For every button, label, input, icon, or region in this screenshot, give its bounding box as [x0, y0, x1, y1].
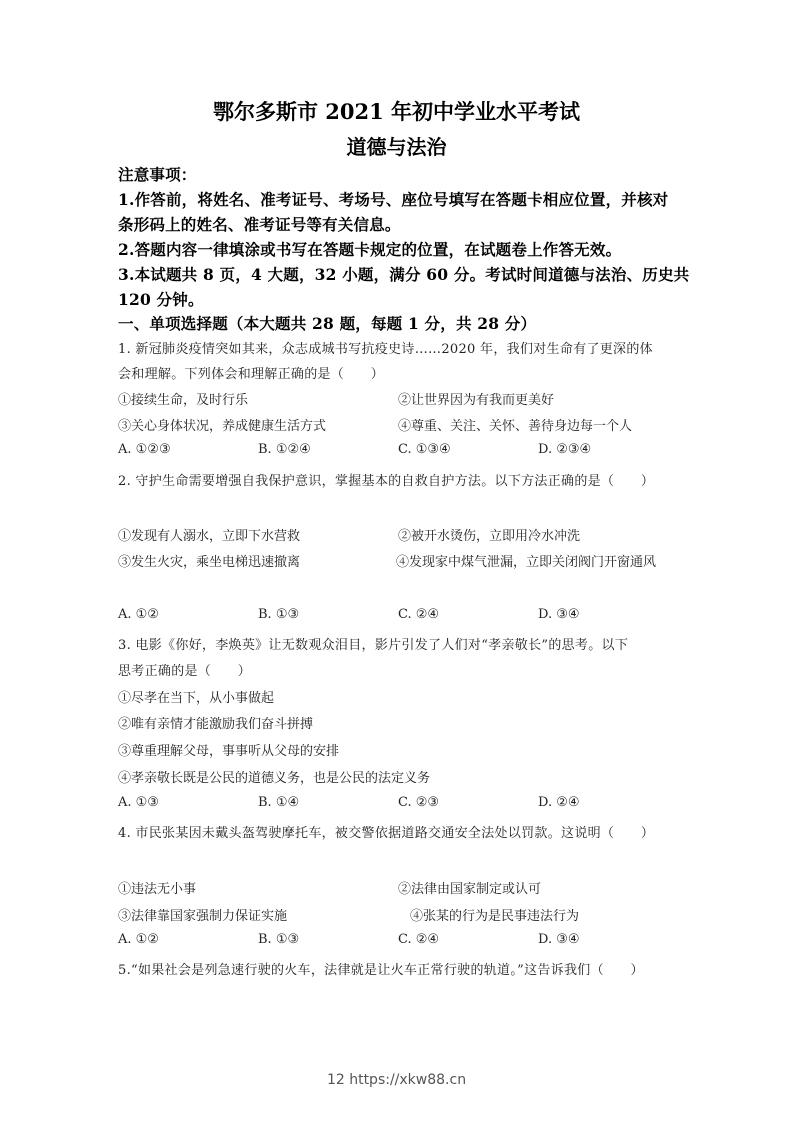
- page-footer: 12 https://xkw88.cn: [326, 1072, 467, 1088]
- statement: ①尽孝在当下，从小事做起: [118, 691, 275, 706]
- question-stem: 1. 新冠肺炎疫情突如其来，众志成城书写抗疫史诗……2020 年，我们对生命有了更深的体: [118, 342, 653, 357]
- choice-d: D. ③④: [538, 607, 580, 622]
- question-stem: 5.“如果社会是列急速行驶的火车，法律就是让火车正常行驶的轨道。”这告诉我们（ ）: [118, 963, 644, 978]
- choice-d: D. ②③④: [538, 442, 592, 457]
- statement: ②法律由国家制定或认可: [398, 882, 542, 897]
- statement: ④张某的行为是民事违法行为: [410, 909, 580, 924]
- statement: ②唯有亲情才能激励我们奋斗拼搏: [118, 717, 314, 732]
- statement: ③法律靠国家强制力保证实施: [118, 909, 288, 924]
- question-stem: 4. 市民张某因未戴头盔驾驶摩托车，被交警依据道路交通安全法处以罚款。这说明（ ）: [118, 826, 655, 841]
- statement: ①违法无小事: [118, 882, 197, 897]
- notice-item: 条形码上的姓名、准考证号等有关信息。: [118, 215, 401, 234]
- exam-title: 鄂尔多斯市 2021 年初中学业水平考试: [212, 99, 581, 124]
- notice-item: 1.作答前，将姓名、准考证号、考场号、座位号填写在答题卡相应位置，并核对: [118, 190, 669, 209]
- choice-c: C. ②④: [398, 932, 440, 947]
- question-stem: 会和理解。下列体会和理解正确的是（ ）: [118, 367, 385, 382]
- statement: ①接续生命，及时行乐: [118, 393, 249, 408]
- choice-a: A. ①②: [118, 932, 159, 947]
- statement: ③发生火灾，乘坐电梯迅速撤离: [118, 555, 301, 570]
- choice-a: A. ①②③: [118, 442, 171, 457]
- choice-a: A. ①②: [118, 607, 159, 622]
- question-stem: 3. 电影《你好，李焕英》让无数观众泪目，影片引发了人们对“孝亲敬长”的思考。以下: [118, 638, 629, 653]
- notice-item: 120 分钟。: [118, 290, 204, 309]
- statement: ①发现有人溺水，立即下水营救: [118, 529, 301, 544]
- choice-c: C. ②③: [398, 795, 440, 810]
- statement: ②让世界因为有我而更美好: [398, 393, 555, 408]
- choice-b: B. ①③: [258, 607, 300, 622]
- notice-heading: 注意事项：: [118, 165, 197, 184]
- choice-c: C. ②④: [398, 607, 440, 622]
- section-heading: 一、单项选择题（本大题共 28 题，每题 1 分，共 28 分）: [118, 314, 537, 333]
- choice-b: B. ①②④: [258, 442, 311, 457]
- notice-item: 2.答题内容一律填涂或书写在答题卡规定的位置，在试题卷上作答无效。: [118, 240, 622, 259]
- choice-b: B. ①③: [258, 932, 300, 947]
- statement: ④发现家中煤气泄漏，立即关闭阀门开窗通风: [396, 555, 657, 570]
- exam-subject: 道德与法治: [346, 135, 447, 159]
- choice-d: D. ③④: [538, 932, 580, 947]
- choice-a: A. ①③: [118, 795, 159, 810]
- choice-b: B. ①④: [258, 795, 300, 810]
- statement: ②被开水烫伤，立即用冷水冲洗: [398, 529, 581, 544]
- statement: ④尊重、关注、关怀、善待身边每一个人: [398, 419, 633, 434]
- question-stem: 2. 守护生命需要增强自我保护意识，掌握基本的自救自护方法。以下方法正确的是（ ）: [118, 474, 655, 489]
- statement: ③关心身体状况，养成健康生活方式: [118, 419, 327, 434]
- statement: ④孝亲敬长既是公民的道德义务，也是公民的法定义务: [118, 771, 431, 786]
- choice-c: C. ①③④: [398, 442, 451, 457]
- choice-d: D. ②④: [538, 795, 580, 810]
- notice-item: 3.本试题共 8 页，4 大题，32 小题，满分 60 分。考试时间道德与法治、历史共: [118, 265, 690, 284]
- question-stem: 思考正确的是（ ）: [118, 664, 252, 679]
- statement: ③尊重理解父母，事事听从父母的安排: [118, 744, 340, 759]
